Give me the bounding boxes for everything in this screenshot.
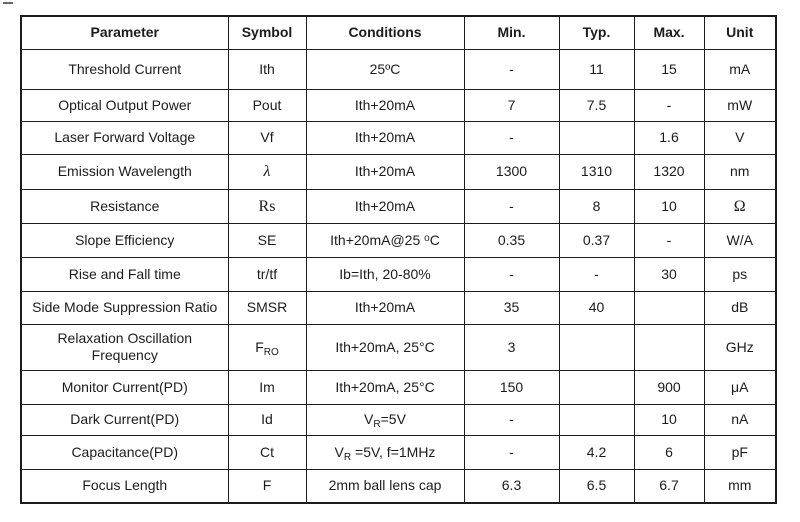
table-row: [21, 469, 776, 503]
cell-max: 1.6: [634, 121, 704, 154]
cell-parameter: Focus Length: [21, 469, 228, 503]
cell-max: 15: [634, 49, 704, 89]
cell-typ: 11: [559, 49, 634, 89]
header-cell-typ: Typ.: [559, 16, 634, 49]
table-row: [21, 49, 776, 89]
cell-typ: [559, 121, 634, 154]
cell-symbol: $F_{RO}$: [228, 324, 306, 370]
table-row: [21, 257, 776, 291]
table-header: [21, 16, 776, 49]
cell-unit: mA: [704, 49, 776, 89]
cell-parameter: Slope Efficiency: [21, 223, 228, 257]
cell-max: 6: [634, 435, 704, 469]
cell-max: 900: [634, 370, 704, 404]
cell-unit: mm: [704, 469, 776, 503]
cell-conditions: Ith+20mA: [306, 189, 464, 223]
cell-parameter: Rise and Fall time: [21, 257, 228, 291]
cell-unit: pF: [704, 435, 776, 469]
cell-min: 6.3: [464, 469, 559, 503]
table-row: [21, 154, 776, 189]
cell-conditions: Ith+20mA: [306, 291, 464, 324]
cell-conditions: Ith+20mA: [306, 121, 464, 154]
cell-min: -: [464, 49, 559, 89]
cell-max: -: [634, 223, 704, 257]
table-row: [21, 324, 776, 370]
cell-typ: 1310: [559, 154, 634, 189]
header-cell-max: Max.: [634, 16, 704, 49]
cell-min: -: [464, 257, 559, 291]
table-row: [21, 404, 776, 435]
cell-min: 1300: [464, 154, 559, 189]
cell-max: [634, 324, 704, 370]
cell-parameter: Monitor Current(PD): [21, 370, 228, 404]
cell-typ: [559, 324, 634, 370]
cell-max: 10: [634, 189, 704, 223]
cell-conditions: Ith+20mA: [306, 154, 464, 189]
cell-unit: ps: [704, 257, 776, 291]
cell-typ: 4.2: [559, 435, 634, 469]
cell-symbol: SE: [228, 223, 306, 257]
cell-symbol: Id: [228, 404, 306, 435]
cell-max: [634, 291, 704, 324]
cell-conditions: Ib=Ith, 20-80%: [306, 257, 464, 291]
header-cell-unit: Unit: [704, 16, 776, 49]
header-cell-parameter: Parameter: [21, 16, 228, 49]
table-row: [21, 291, 776, 324]
cell-conditions: Ith+20mA@25 $^o$C: [306, 223, 464, 257]
cell-max: 1320: [634, 154, 704, 189]
cell-parameter: Resistance: [21, 189, 228, 223]
cell-typ: -: [559, 257, 634, 291]
cell-typ: [559, 404, 634, 435]
table-row: [21, 370, 776, 404]
cell-unit: GHz: [704, 324, 776, 370]
cell-max: -: [634, 89, 704, 121]
cell-typ: 40: [559, 291, 634, 324]
cell-typ: 7.5: [559, 89, 634, 121]
cell-conditions: $V_R=5V$: [306, 404, 464, 435]
cell-symbol: Im: [228, 370, 306, 404]
cell-min: 0.35: [464, 223, 559, 257]
table-row: [21, 435, 776, 469]
cell-typ: 6.5: [559, 469, 634, 503]
header-cell-symbol: Symbol: [228, 16, 306, 49]
cell-max: 30: [634, 257, 704, 291]
cell-symbol: F: [228, 469, 306, 503]
cell-symbol: Vf: [228, 121, 306, 154]
cell-min: -: [464, 435, 559, 469]
cell-max: 6.7: [634, 469, 704, 503]
cell-unit: W/A: [704, 223, 776, 257]
cell-conditions: Ith+20mA, 25°C: [306, 324, 464, 370]
cell-parameter: Dark Current(PD): [21, 404, 228, 435]
cell-min: -: [464, 121, 559, 154]
table-row: [21, 223, 776, 257]
cell-parameter: Optical Output Power: [21, 89, 228, 121]
cell-parameter: Side Mode Suppression Ratio: [21, 291, 228, 324]
cell-unit: mW: [704, 89, 776, 121]
cell-typ: 0.37: [559, 223, 634, 257]
cell-typ: [559, 370, 634, 404]
cell-symbol: Ith: [228, 49, 306, 89]
cell-unit: Ω: [704, 189, 776, 223]
cell-symbol: Rs: [228, 189, 306, 223]
cell-parameter: Relaxation Oscillation Frequency: [21, 324, 228, 370]
cell-parameter: Threshold Current: [21, 49, 228, 89]
laser-spec-table: [20, 15, 777, 504]
cell-min: 35: [464, 291, 559, 324]
cell-unit: μA: [704, 370, 776, 404]
cell-parameter: Emission Wavelength: [21, 154, 228, 189]
corner-artifact: [3, 2, 13, 4]
cell-unit: V: [704, 121, 776, 154]
cell-min: 3: [464, 324, 559, 370]
cell-min: -: [464, 404, 559, 435]
table-row: [21, 121, 776, 154]
cell-unit: nm: [704, 154, 776, 189]
cell-parameter: Capacitance(PD): [21, 435, 228, 469]
cell-symbol: Ct: [228, 435, 306, 469]
cell-symbol: tr/tf: [228, 257, 306, 291]
cell-unit: nA: [704, 404, 776, 435]
cell-parameter: Laser Forward Voltage: [21, 121, 228, 154]
cell-symbol: SMSR: [228, 291, 306, 324]
cell-max: 10: [634, 404, 704, 435]
cell-conditions: Ith+20mA, 25°C: [306, 370, 464, 404]
cell-conditions: 25ºC: [306, 49, 464, 89]
cell-min: 7: [464, 89, 559, 121]
cell-min: 150: [464, 370, 559, 404]
table-row: [21, 89, 776, 121]
header-cell-conditions: Conditions: [306, 16, 464, 49]
cell-symbol: Pout: [228, 89, 306, 121]
cell-symbol: λ: [228, 154, 306, 189]
table-row: [21, 189, 776, 223]
cell-min: -: [464, 189, 559, 223]
cell-conditions: 2mm ball lens cap: [306, 469, 464, 503]
cell-typ: 8: [559, 189, 634, 223]
cell-unit: dB: [704, 291, 776, 324]
cell-conditions: $V_R =5V$, f=1MHz: [306, 435, 464, 469]
header-row: [21, 16, 776, 49]
header-cell-min: Min.: [464, 16, 559, 49]
cell-conditions: Ith+20mA: [306, 89, 464, 121]
spec-table-body: [21, 49, 776, 503]
